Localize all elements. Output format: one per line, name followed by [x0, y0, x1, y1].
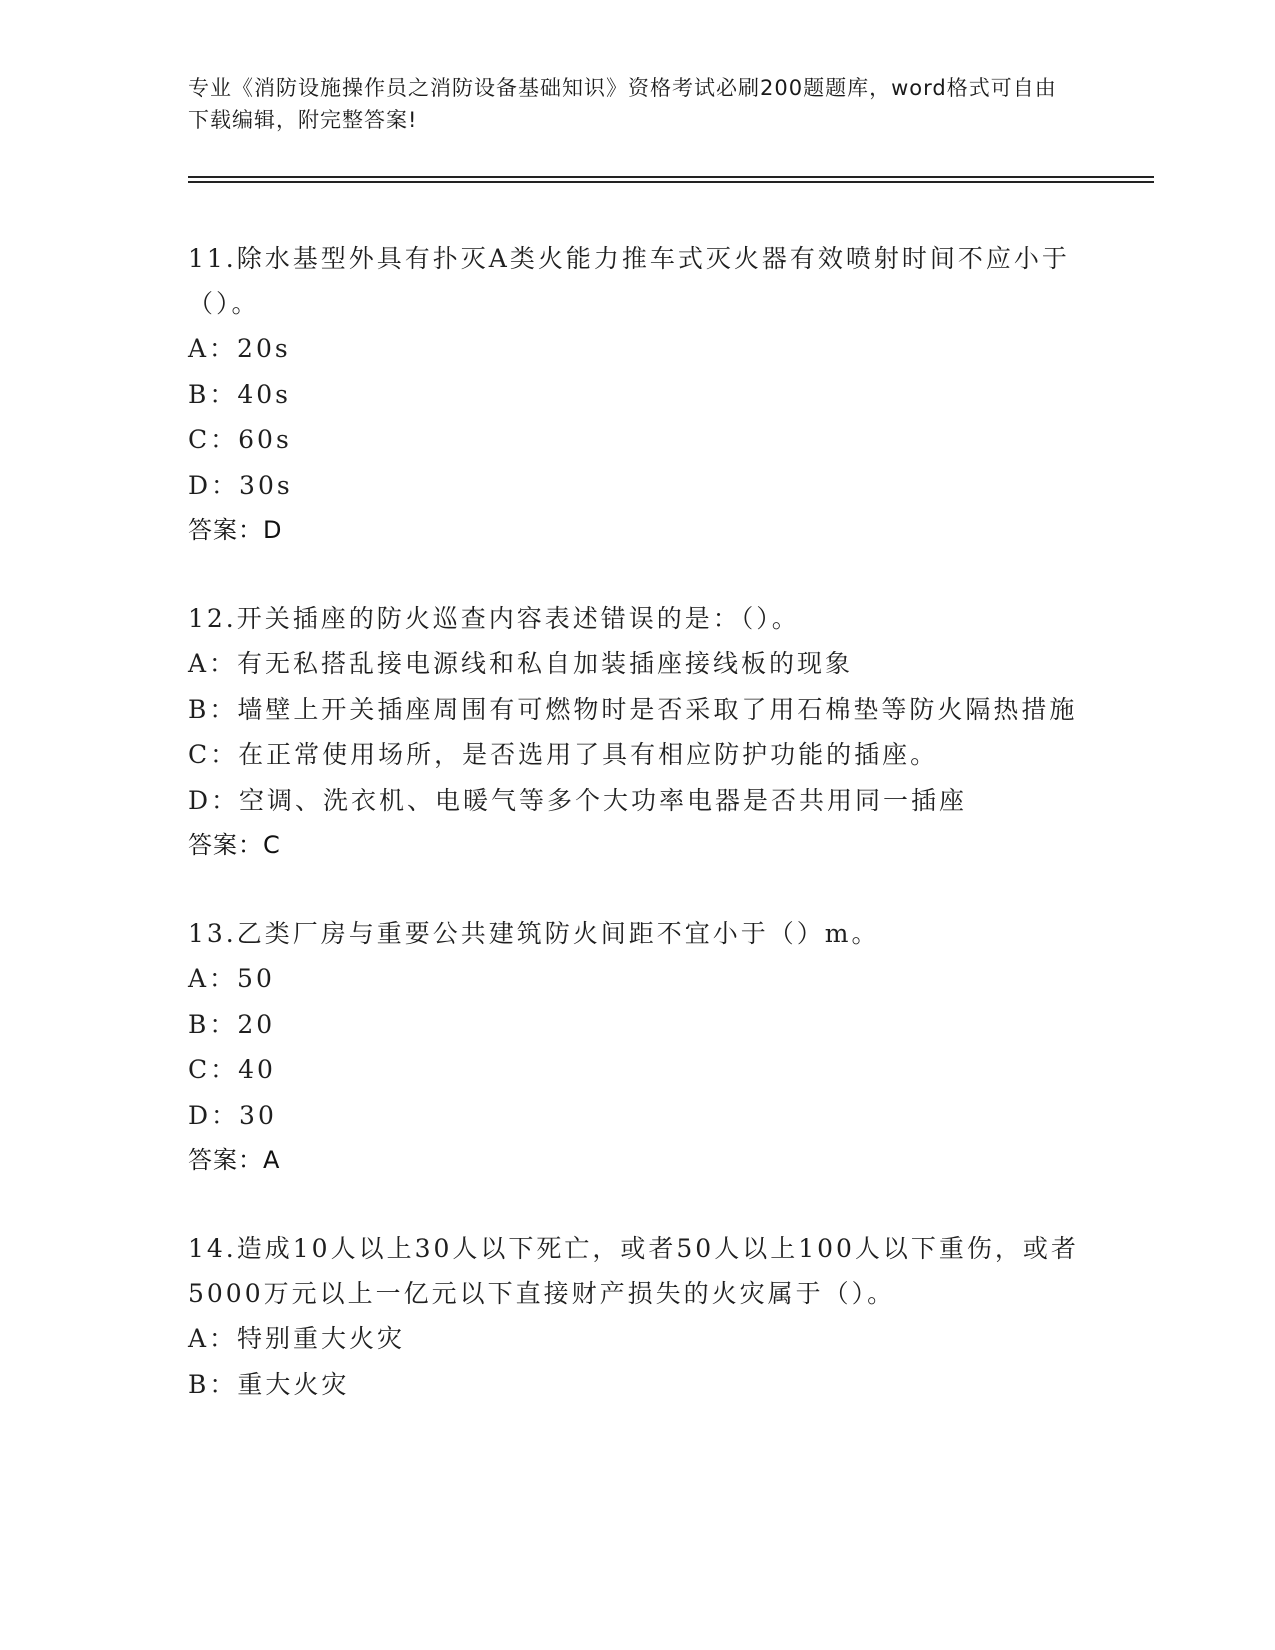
option-a: A：特别重大火灾 — [188, 1324, 406, 1353]
question-14 — [188, 1226, 1088, 1407]
question-stem: 11.除水基型外具有扑灭A类火能力推车式灭火器有效喷射时间不应小于（）。 — [188, 244, 1070, 318]
option-d: D：空调、洗衣机、电暖气等多个大功率电器是否共用同一插座 — [188, 785, 968, 815]
option-a: A：有无私搭乱接电源线和私自加装插座接线板的现象 — [188, 649, 854, 678]
option-c: C：60s — [188, 425, 292, 454]
question-13 — [188, 911, 1088, 1183]
option-a: A：50 — [188, 964, 275, 993]
document-header: 专业《消防设施操作员之消防设备基础知识》资格考试必刷200题题库，word格式可自由下载编辑，附完整答案! — [188, 76, 1057, 132]
question-list — [188, 236, 1088, 1450]
header-divider-bottom — [188, 181, 1154, 183]
option-c: C：40 — [188, 1055, 276, 1084]
question-stem: 13.乙类厂房与重要公共建筑防火间距不宜小于（）m。 — [188, 919, 880, 948]
option-a: A：20s — [188, 334, 291, 363]
option-c: C：在正常使用场所，是否选用了具有相应防护功能的插座。 — [188, 740, 939, 769]
option-b: B：40s — [188, 379, 292, 409]
question-12 — [188, 596, 1088, 868]
option-d: D：30s — [188, 470, 293, 500]
question-stem: 12.开关插座的防火巡查内容表述错误的是：（）。 — [188, 604, 800, 633]
question-11 — [188, 236, 1088, 553]
answer: 答案：C — [188, 831, 281, 859]
option-b: B：20 — [188, 1009, 276, 1039]
question-stem: 14.造成10人以上30人以下死亡，或者50人以上100人以下重伤，或者5000万元以上一亿元以下直接财产损失的火灾属于（）。 — [188, 1234, 1079, 1308]
answer: 答案：D — [188, 516, 283, 544]
option-b: B：重大火灾 — [188, 1369, 350, 1399]
option-d: D：30 — [188, 1100, 277, 1130]
answer: 答案：A — [188, 1146, 281, 1174]
option-b: B：墙壁上开关插座周围有可燃物时是否采取了用石棉垫等防火隔热措施 — [188, 694, 1078, 724]
header-divider-top — [188, 176, 1154, 178]
